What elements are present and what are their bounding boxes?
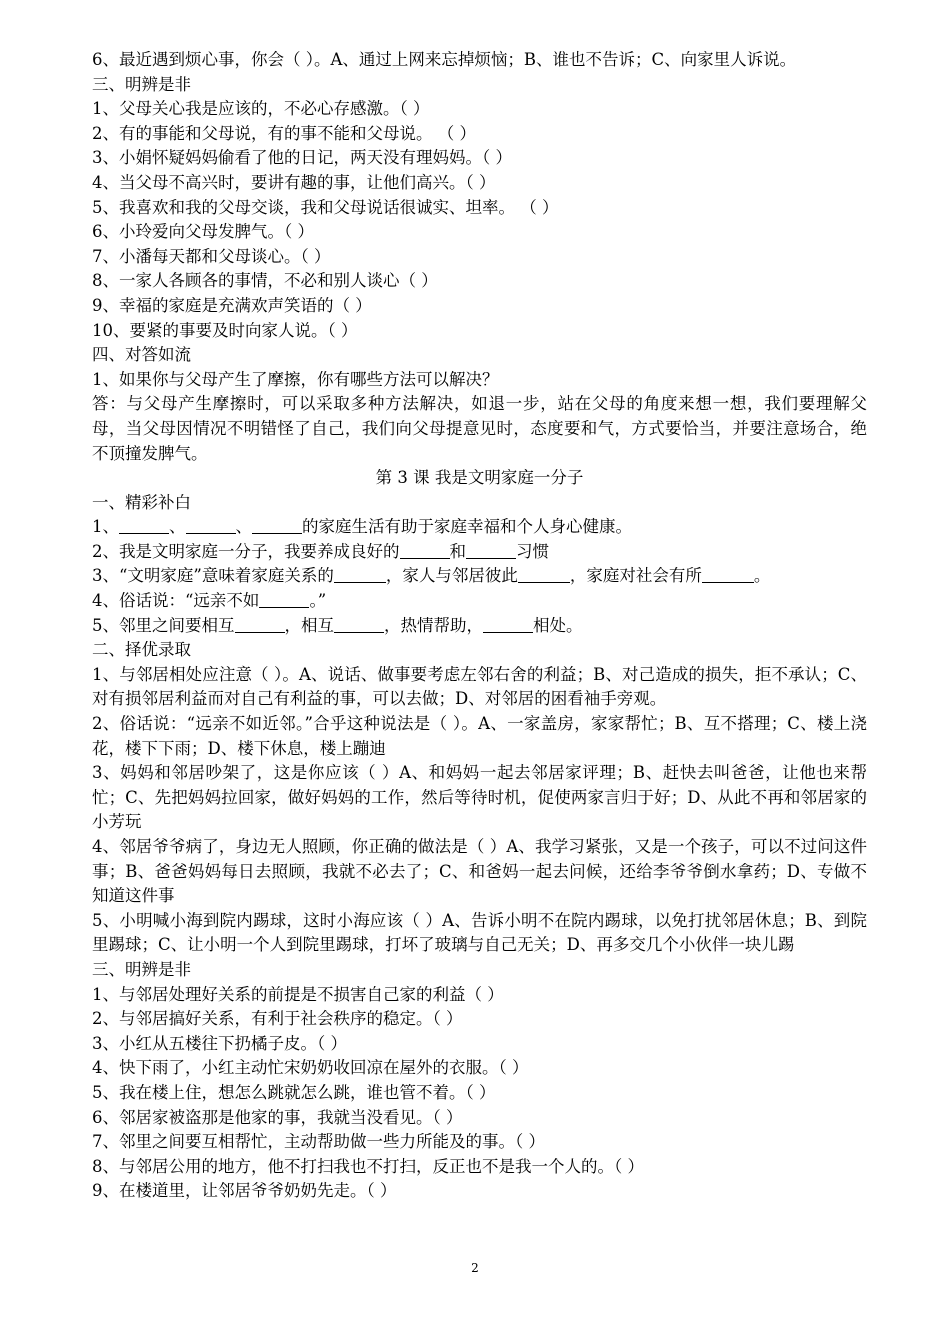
- true-false-item: 5、我喜欢和我的父母交谈，我和父母说话很诚实、坦率。 （ ）: [92, 197, 559, 217]
- true-false-item: 6、邻居家被盗那是他家的事，我就当没看见。（ ）: [92, 1107, 463, 1127]
- fill-text: ，热情帮助，: [384, 615, 483, 635]
- true-false-item: 6、小玲爱向父母发脾气。（ ）: [92, 222, 314, 242]
- answer-blank[interactable]: [334, 616, 384, 633]
- fill-blank-item: [92, 515, 867, 540]
- true-false-item: 4、快下雨了，小红主动忙宋奶奶收回凉在屋外的衣服。（ ）: [92, 1058, 529, 1078]
- true-false-item: 1、与邻居处理好关系的前提是不损害自己家的利益（ ）: [92, 984, 504, 1004]
- choice-question: 3、妈妈和邻居吵架了，这是你应该（ ）A、和妈妈一起去邻居家评理；B、赶快去叫爸爸，让他也来帮忙；C、先把妈妈拉回家，做好妈妈的工作，然后等待时机，促使两家言归于好；D、从此不再和邻居家的小芳玩: [92, 763, 867, 832]
- section-heading: 三、明辨是非: [92, 959, 191, 979]
- answer-blank[interactable]: [466, 542, 516, 559]
- true-false-item: 9、在楼道里，让邻居爷爷奶奶先走。（ ）: [92, 1181, 397, 1201]
- answer-blank[interactable]: [119, 517, 169, 534]
- choice-question: 5、小明喊小海到院内踢球，这时小海应该（ ）A、告诉小明不在院内踢球，以免打扰邻居休息；B、到院里踢球；C、让小明一个人到院里踢球，打坏了玻璃与自己无关；D、再多交几个小伙伴一块儿踢: [92, 910, 867, 955]
- fill-text: ，相互: [284, 615, 334, 635]
- answer-blank[interactable]: [483, 616, 533, 633]
- section-heading: 四、对答如流: [92, 345, 191, 365]
- true-false-item: 2、与邻居搞好关系，有利于社会秩序的稳定。（ ）: [92, 1009, 463, 1029]
- answer-blank[interactable]: [252, 517, 302, 534]
- fill-blank-item: [92, 614, 867, 639]
- fill-text: 的家庭生活有助于家庭幸福和个人身心健康。: [302, 517, 632, 537]
- answer-blank[interactable]: [186, 517, 236, 534]
- qa-question: 1、如果你与父母产生了摩擦，你有哪些方法可以解决？: [92, 369, 499, 389]
- choice-question: 4、邻居爷爷病了，身边无人照顾，你正确的做法是（ ）A、我学习紧张，又是一个孩子，可以不过问这件事；B、爸爸妈妈每日去照顾，我就不必去了；C、和爸妈一起去问候，还给李爷爷倒水拿药；D、专做不知道这件事: [92, 837, 867, 906]
- fill-text: 、: [235, 517, 252, 537]
- page-content: [92, 48, 867, 1204]
- choice-question: 2、俗话说：“远亲不如近邻。”合乎这种说法是（ ）。A、一家盖房，家家帮忙；B、互不搭理；C、楼上浇花，楼下下雨；D、楼下休息，楼上蹦迪: [92, 714, 867, 758]
- fill-text: 4、俗话说：“远亲不如: [92, 591, 260, 611]
- fill-text: 5、邻里之间要相互: [92, 615, 235, 635]
- fill-text: ，家庭对社会有所: [569, 566, 702, 586]
- true-false-item: 8、与邻居公用的地方，他不打扫我也不打扫，反正也不是我一个人的。（ ）: [92, 1156, 644, 1176]
- fill-text: 、: [169, 517, 186, 537]
- true-false-item: 10、要紧的事要及时向家人说。（ ）: [92, 320, 358, 340]
- answer-blank[interactable]: [235, 616, 285, 633]
- true-false-item: 1、父母关心我是应该的，不必心存感激。（ ）: [92, 99, 430, 119]
- true-false-item: 7、小潘每天都和父母谈心。（ ）: [92, 246, 331, 266]
- choice-question: 1、与邻居相处应注意（ ）。A、说话、做事要考虑左邻右舍的利益；B、对己造成的损失，拒不承认；C、对有损邻居利益而对自己有利益的事，可以去做；D、对邻居的困看袖手旁观。: [92, 664, 867, 709]
- fill-text: 相处。: [533, 615, 583, 635]
- fill-text: 1、: [92, 517, 119, 537]
- fill-text: 和: [449, 541, 466, 561]
- answer-blank[interactable]: [400, 542, 450, 559]
- fill-text: 习惯: [516, 541, 549, 561]
- true-false-item: 8、一家人各顾各的事情，不必和别人谈心（ ）: [92, 271, 438, 291]
- true-false-item: 3、小红从五楼往下扔橘子皮。（ ）: [92, 1033, 347, 1053]
- section-heading: 一、精彩补白: [92, 492, 191, 512]
- true-false-item: 3、小娟怀疑妈妈偷看了他的日记，两天没有理妈妈。（ ）: [92, 148, 512, 168]
- section-heading: 二、择优录取: [92, 640, 191, 660]
- fill-text: 2、我是文明家庭一分子，我要养成良好的: [92, 541, 400, 561]
- question-line: 6、最近遇到烦心事，你会（ ）。A、通过上网来忘掉烦恼；B、谁也不告诉；C、向家里人诉说。: [92, 50, 797, 69]
- answer-blank[interactable]: [334, 566, 386, 583]
- answer-blank[interactable]: [259, 591, 309, 608]
- qa-answer: 答：与父母产生摩擦时，可以采取多种方法解决，如退一步，站在父母的角度来想一想，我们要理解父母，当父母因情况不明错怪了自己，我们向父母提意见时，态度要和气，方式要恰当，并要注意场合，绝不顶撞发脾气。: [92, 394, 867, 463]
- fill-text: 3、“文明家庭”意味着家庭关系的: [92, 566, 334, 586]
- true-false-item: 5、我在楼上住，想怎么跳就怎么跳，谁也管不着。（ ）: [92, 1082, 496, 1102]
- true-false-item: 2、有的事能和父母说，有的事不能和父母说。 （ ）: [92, 123, 476, 143]
- page-number: 2: [471, 1261, 479, 1275]
- answer-blank[interactable]: [702, 566, 754, 583]
- lesson-title: 第 3 课 我是文明家庭一分子: [375, 468, 584, 488]
- answer-blank[interactable]: [518, 566, 570, 583]
- fill-text: 。: [753, 566, 771, 586]
- true-false-item: 4、当父母不高兴时，要讲有趣的事，让他们高兴。（ ）: [92, 172, 496, 192]
- section-heading: 三、明辨是非: [92, 74, 191, 94]
- fill-text: ，家人与邻居彼此: [385, 566, 518, 586]
- fill-blank-item: [92, 540, 867, 565]
- true-false-item: 9、幸福的家庭是充满欢声笑语的（ ）: [92, 295, 372, 315]
- fill-blank-item: [92, 589, 867, 614]
- true-false-item: 7、邻里之间要互相帮忙，主动帮助做一些力所能及的事。（ ）: [92, 1132, 545, 1152]
- fill-text: 。”: [309, 591, 327, 611]
- fill-blank-item: [92, 564, 867, 589]
